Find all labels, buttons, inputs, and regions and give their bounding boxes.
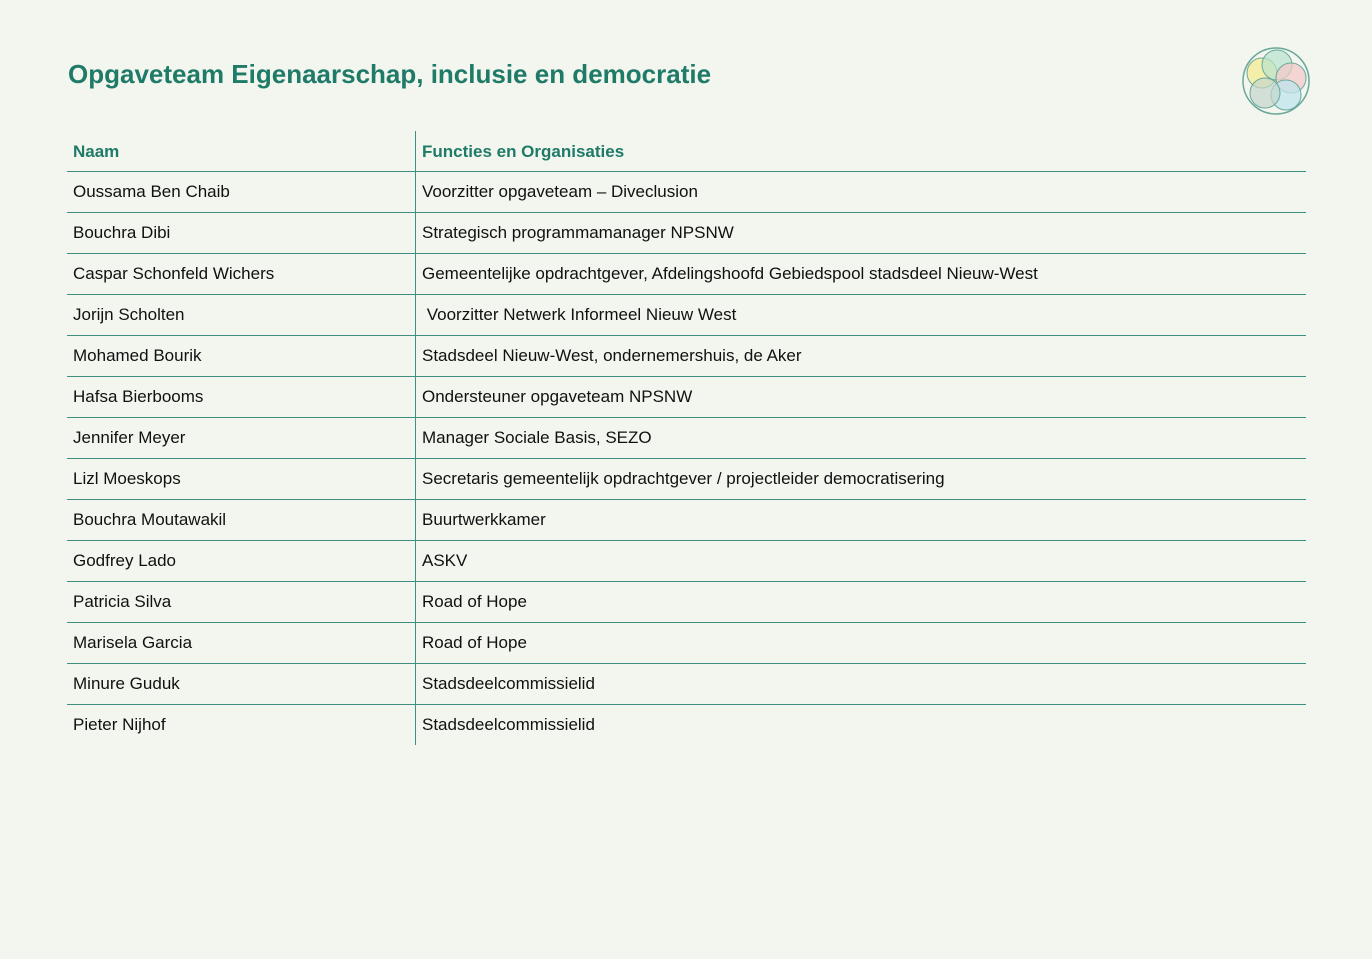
table-header-row bbox=[67, 131, 1306, 172]
member-name: Hafsa Bierbooms bbox=[67, 377, 416, 418]
overlapping-circles-logo-icon bbox=[1240, 45, 1312, 117]
member-name: Bouchra Moutawakil bbox=[67, 500, 416, 541]
member-name: Godfrey Lado bbox=[67, 541, 416, 582]
member-name: Jorijn Scholten bbox=[67, 295, 416, 336]
table-row bbox=[67, 541, 1306, 582]
table-row bbox=[67, 623, 1306, 664]
table-row bbox=[67, 172, 1306, 213]
table-row bbox=[67, 705, 1306, 746]
member-name: Lizl Moeskops bbox=[67, 459, 416, 500]
member-name: Oussama Ben Chaib bbox=[67, 172, 416, 213]
member-role: Buurtwerkkamer bbox=[416, 500, 1307, 541]
member-name: Patricia Silva bbox=[67, 582, 416, 623]
member-role: Stadsdeelcommissielid bbox=[416, 664, 1307, 705]
member-role: Manager Sociale Basis, SEZO bbox=[416, 418, 1307, 459]
member-role: Voorzitter opgaveteam – Diveclusion bbox=[416, 172, 1307, 213]
member-name: Jennifer Meyer bbox=[67, 418, 416, 459]
member-role: Gemeentelijke opdrachtgever, Afdelingshoofd Gebiedspool stadsdeel Nieuw-West bbox=[416, 254, 1307, 295]
member-role: Strategisch programmamanager NPSNW bbox=[416, 213, 1307, 254]
member-name: Bouchra Dibi bbox=[67, 213, 416, 254]
member-name: Pieter Nijhof bbox=[67, 705, 416, 746]
page-title: Opgaveteam Eigenaarschap, inclusie en democratie bbox=[68, 59, 712, 89]
table-row bbox=[67, 418, 1306, 459]
member-role: Stadsdeel Nieuw-West, ondernemershuis, de Aker bbox=[416, 336, 1307, 377]
table-row bbox=[67, 336, 1306, 377]
member-name: Marisela Garcia bbox=[67, 623, 416, 664]
member-role: Road of Hope bbox=[416, 582, 1307, 623]
member-role: ASKV bbox=[416, 541, 1307, 582]
column-header-role: Functies en Organisaties bbox=[416, 131, 1307, 172]
member-role: Stadsdeelcommissielid bbox=[422, 715, 595, 734]
member-role: Road of Hope bbox=[416, 623, 1307, 664]
table-row bbox=[67, 254, 1306, 295]
member-role: Ondersteuner opgaveteam NPSNW bbox=[416, 377, 1307, 418]
member-name: Caspar Schonfeld Wichers bbox=[67, 254, 416, 295]
table-row bbox=[67, 459, 1306, 500]
team-table bbox=[67, 131, 1306, 745]
table-row bbox=[67, 582, 1306, 623]
table-row bbox=[67, 377, 1306, 418]
member-name: Minure Guduk bbox=[67, 664, 416, 705]
member-role: Voorzitter Netwerk Informeel Nieuw West bbox=[416, 295, 1307, 336]
column-header-name: Naam bbox=[67, 131, 416, 172]
member-role: Secretaris gemeentelijk opdrachtgever / projectleider democratisering bbox=[416, 459, 1307, 500]
table-row bbox=[67, 213, 1306, 254]
table-row bbox=[67, 500, 1306, 541]
table-row bbox=[67, 295, 1306, 336]
table-row bbox=[67, 664, 1306, 705]
member-name: Mohamed Bourik bbox=[67, 336, 416, 377]
